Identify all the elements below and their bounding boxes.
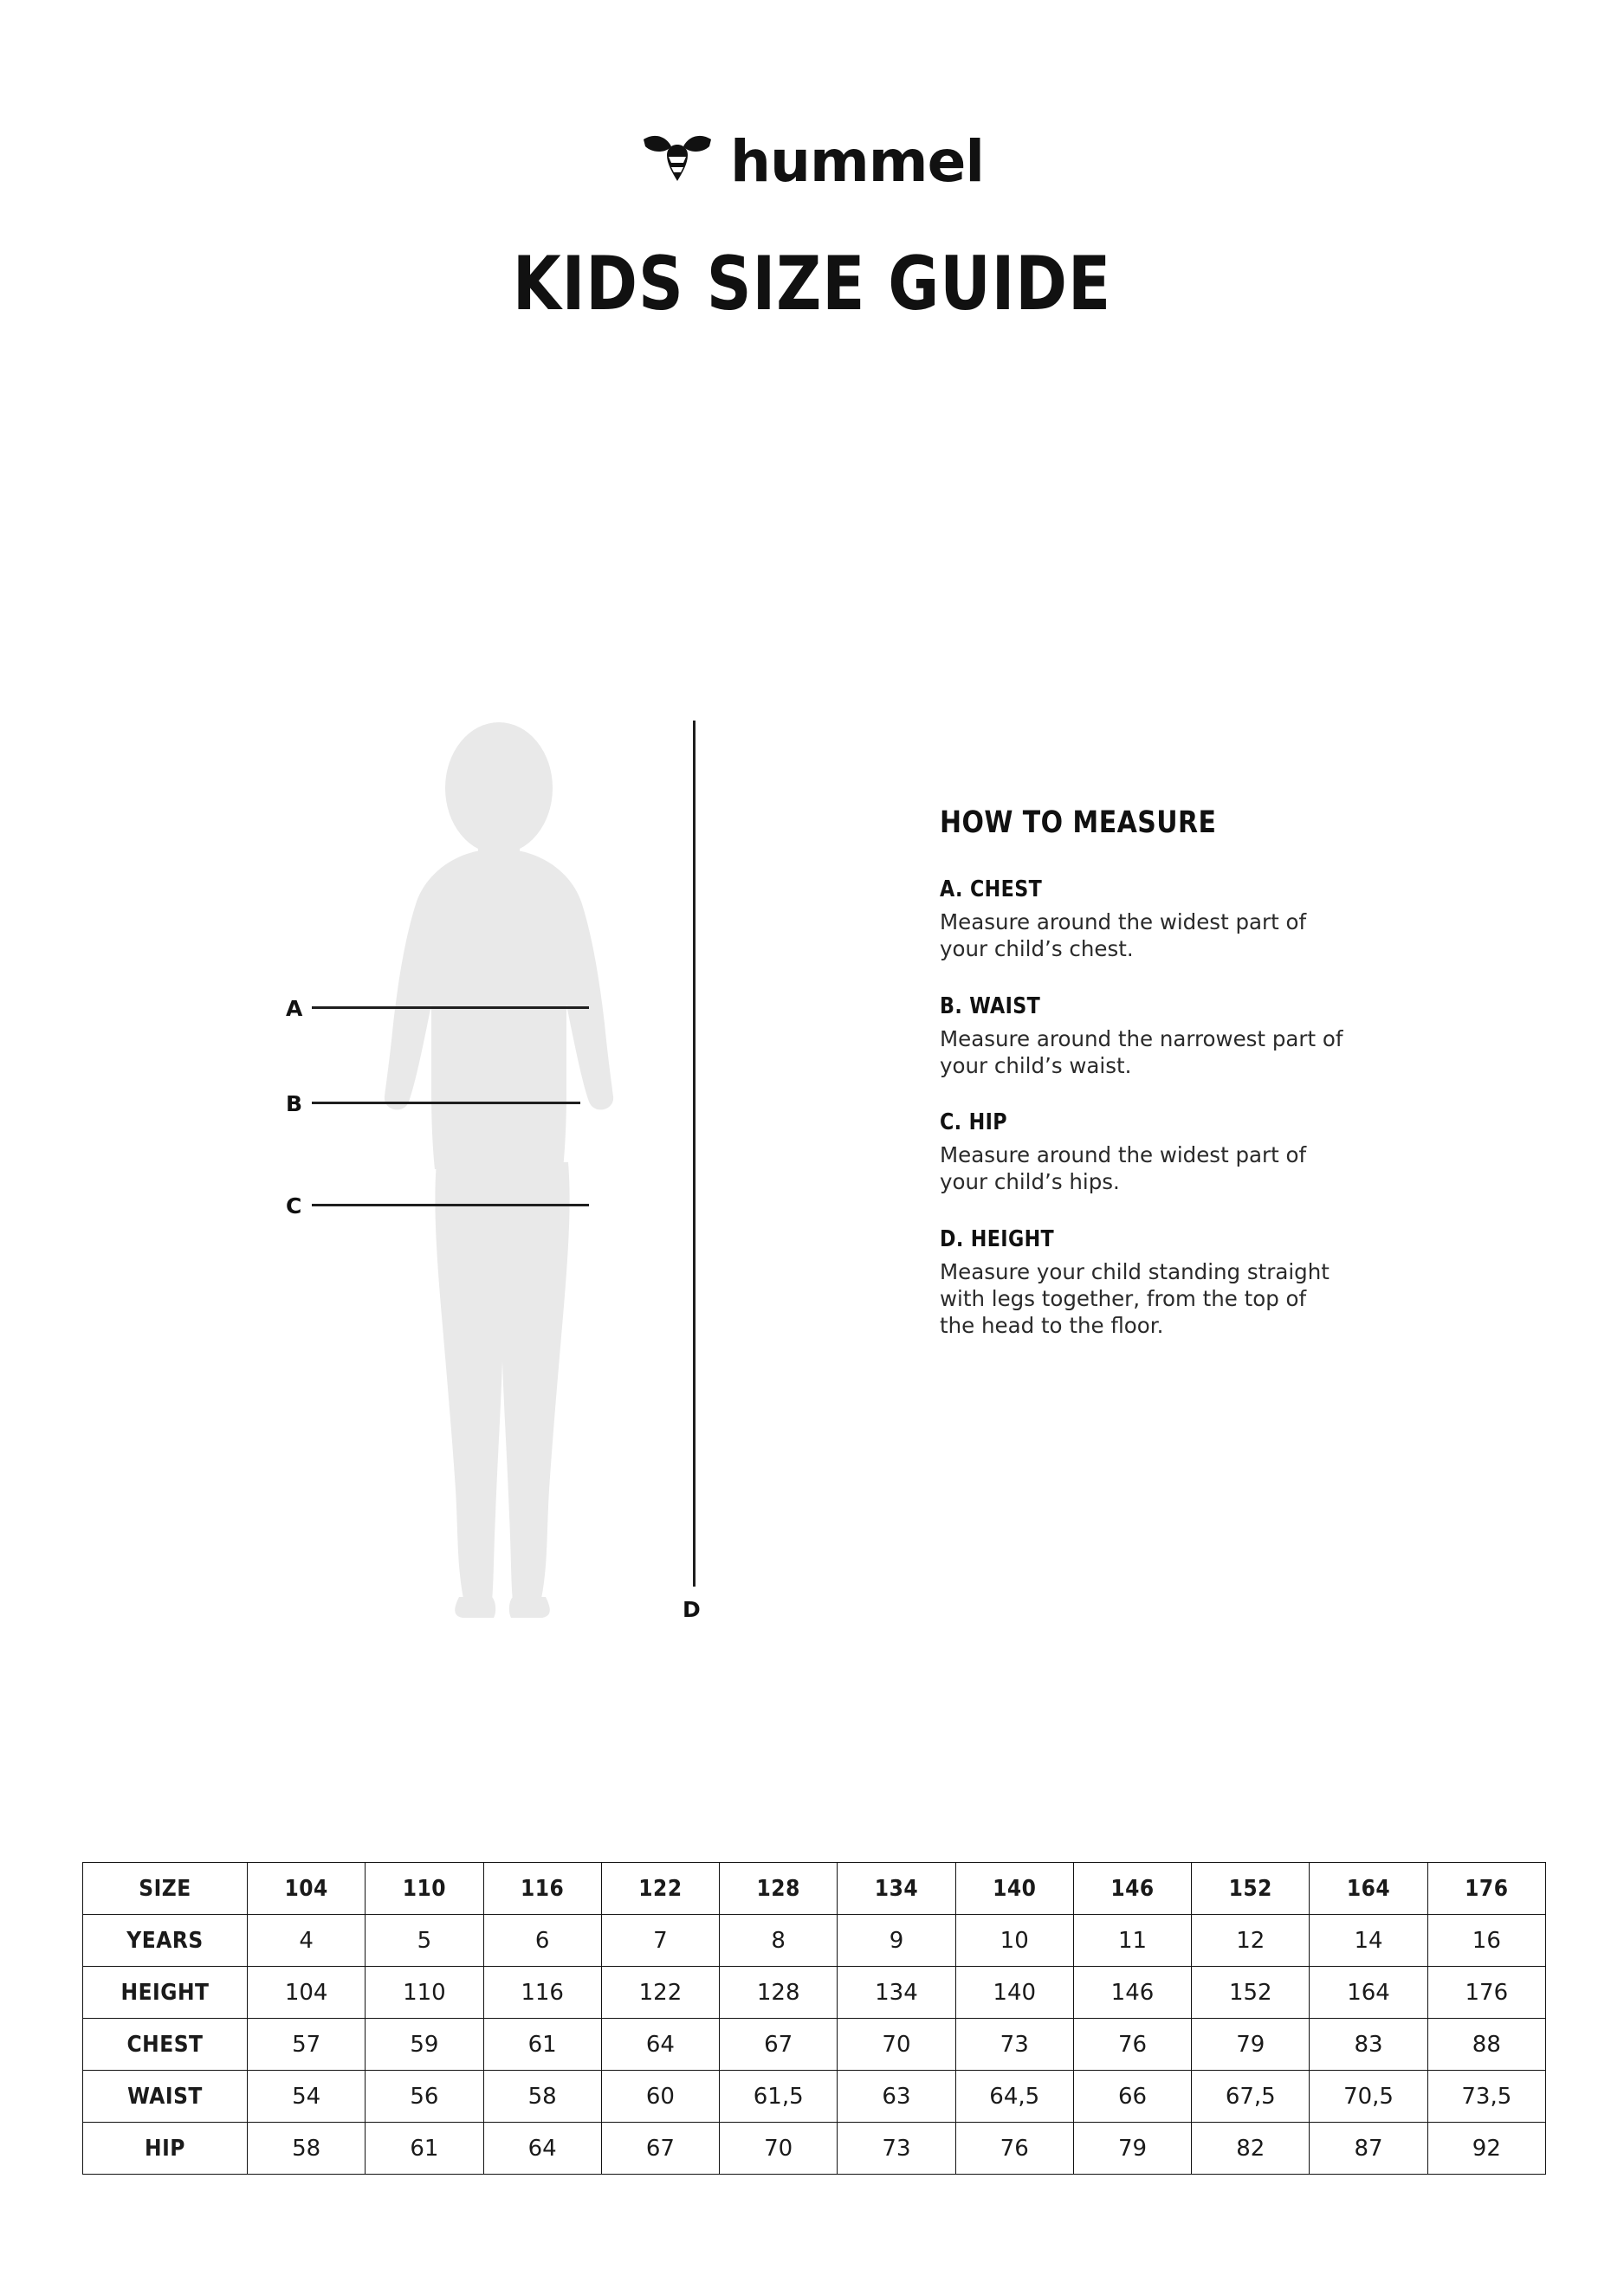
- measure-item-height-text: Measure your child standing straight with legs together, from the top of the head to the floor.: [940, 1259, 1330, 1338]
- table-cell: 5: [366, 1915, 483, 1967]
- table-cell: 87: [1310, 2123, 1427, 2175]
- table-header-cell: 122: [601, 1863, 719, 1915]
- table-cell: 16: [1427, 1915, 1545, 1967]
- leader-line-a: [312, 1006, 589, 1009]
- table-header-cell: 104: [248, 1863, 366, 1915]
- leader-line-b: [312, 1102, 580, 1104]
- table-row-label: WAIST: [83, 2071, 248, 2123]
- table-cell: 164: [1310, 1967, 1427, 2019]
- table-cell: 8: [720, 1915, 838, 1967]
- table-cell: 79: [1192, 2019, 1310, 2071]
- table-cell: 176: [1427, 1967, 1545, 2019]
- table-cell: 63: [838, 2071, 955, 2123]
- table-cell: 58: [248, 2123, 366, 2175]
- how-to-measure-panel: [940, 805, 1425, 1340]
- table-cell: 76: [1073, 2019, 1191, 2071]
- how-to-measure-heading: HOW TO MEASURE: [940, 805, 1217, 840]
- page-title: KIDS SIZE GUIDE: [512, 241, 1112, 327]
- table-cell: 73: [838, 2123, 955, 2175]
- table-cell: 64,5: [955, 2071, 1073, 2123]
- table-cell: 82: [1192, 2123, 1310, 2175]
- table-row: [83, 2019, 1546, 2071]
- table-cell: 61: [483, 2019, 601, 2071]
- table-header-cell: 116: [483, 1863, 601, 1915]
- leader-line-d: [693, 721, 696, 1587]
- label-a: A: [286, 996, 303, 1021]
- table-cell: 67: [720, 2019, 838, 2071]
- table-header-row: [83, 1863, 1546, 1915]
- size-table-wrap: [82, 1862, 1546, 2175]
- table-cell: 60: [601, 2071, 719, 2123]
- table-cell: 152: [1192, 1967, 1310, 2019]
- table-cell: 116: [483, 1967, 601, 2019]
- table-cell: 14: [1310, 1915, 1427, 1967]
- table-cell: 70: [838, 2019, 955, 2071]
- table-cell: 10: [955, 1915, 1073, 1967]
- table-cell: 66: [1073, 2071, 1191, 2123]
- brand-name: hummel: [730, 128, 984, 195]
- table-row-label: HEIGHT: [83, 1967, 248, 2019]
- table-row: [83, 2071, 1546, 2123]
- table-cell: 58: [483, 2071, 601, 2123]
- table-cell: 76: [955, 2123, 1073, 2175]
- table-header-cell: 176: [1427, 1863, 1545, 1915]
- table-cell: 59: [366, 2019, 483, 2071]
- measure-item-hip: [940, 1109, 1425, 1196]
- brand-logo: [0, 128, 1624, 195]
- table-row-label: YEARS: [83, 1915, 248, 1967]
- table-cell: 128: [720, 1967, 838, 2019]
- measure-item-chest: [940, 876, 1425, 963]
- table-row: [83, 2123, 1546, 2175]
- table-header-cell: 164: [1310, 1863, 1427, 1915]
- table-cell: 7: [601, 1915, 719, 1967]
- table-cell: 92: [1427, 2123, 1545, 2175]
- table-cell: 54: [248, 2071, 366, 2123]
- table-row: [83, 1915, 1546, 1967]
- table-cell: 134: [838, 1967, 955, 2019]
- table-cell: 79: [1073, 2123, 1191, 2175]
- table-header-cell: 110: [366, 1863, 483, 1915]
- table-header-cell: 146: [1073, 1863, 1191, 1915]
- table-cell: 122: [601, 1967, 719, 2019]
- table-cell: 73: [955, 2019, 1073, 2071]
- table-cell: 4: [248, 1915, 366, 1967]
- measure-item-chest-title: A. CHEST: [940, 876, 1043, 902]
- table-cell: 6: [483, 1915, 601, 1967]
- measure-item-height: [940, 1226, 1425, 1340]
- table-cell: 146: [1073, 1967, 1191, 2019]
- table-cell: 110: [366, 1967, 483, 2019]
- table-cell: 67,5: [1192, 2071, 1310, 2123]
- table-cell: 64: [601, 2019, 719, 2071]
- table-cell: 104: [248, 1967, 366, 2019]
- label-d: D: [683, 1597, 701, 1622]
- table-header-cell: 128: [720, 1863, 838, 1915]
- table-row-label: CHEST: [83, 2019, 248, 2071]
- size-table: [82, 1862, 1546, 2175]
- measure-item-height-title: D. HEIGHT: [940, 1226, 1055, 1253]
- table-row-label: HIP: [83, 2123, 248, 2175]
- table-cell: 70,5: [1310, 2071, 1427, 2123]
- measure-item-hip-title: C. HIP: [940, 1109, 1007, 1136]
- table-cell: 12: [1192, 1915, 1310, 1967]
- table-cell: 64: [483, 2123, 601, 2175]
- table-row: [83, 1967, 1546, 2019]
- table-cell: 83: [1310, 2019, 1427, 2071]
- table-cell: 56: [366, 2071, 483, 2123]
- hummel-bee-icon: [640, 131, 715, 186]
- table-header-cell: SIZE: [83, 1863, 248, 1915]
- measure-item-waist-text: Measure around the narrowest part of your child’s waist.: [940, 1025, 1343, 1078]
- label-c: C: [286, 1193, 302, 1219]
- table-cell: 73,5: [1427, 2071, 1545, 2123]
- table-cell: 70: [720, 2123, 838, 2175]
- table-cell: 9: [838, 1915, 955, 1967]
- leader-line-c: [312, 1204, 589, 1206]
- measure-item-waist: [940, 993, 1425, 1080]
- table-cell: 67: [601, 2123, 719, 2175]
- table-cell: 88: [1427, 2019, 1545, 2071]
- table-cell: 140: [955, 1967, 1073, 2019]
- table-cell: 57: [248, 2019, 366, 2071]
- table-cell: 61,5: [720, 2071, 838, 2123]
- table-cell: 11: [1073, 1915, 1191, 1967]
- table-header-cell: 152: [1192, 1863, 1310, 1915]
- measure-illustration-section: [0, 701, 1624, 1622]
- measure-item-waist-title: B. WAIST: [940, 992, 1041, 1019]
- table-header-cell: 134: [838, 1863, 955, 1915]
- table-cell: 61: [366, 2123, 483, 2175]
- measure-item-hip-text: Measure around the widest part of your child’s hips.: [940, 1142, 1307, 1195]
- table-header-cell: 140: [955, 1863, 1073, 1915]
- measure-item-chest-text: Measure around the widest part of your child’s chest.: [940, 909, 1307, 961]
- label-b: B: [286, 1091, 303, 1116]
- child-silhouette: [329, 719, 693, 1619]
